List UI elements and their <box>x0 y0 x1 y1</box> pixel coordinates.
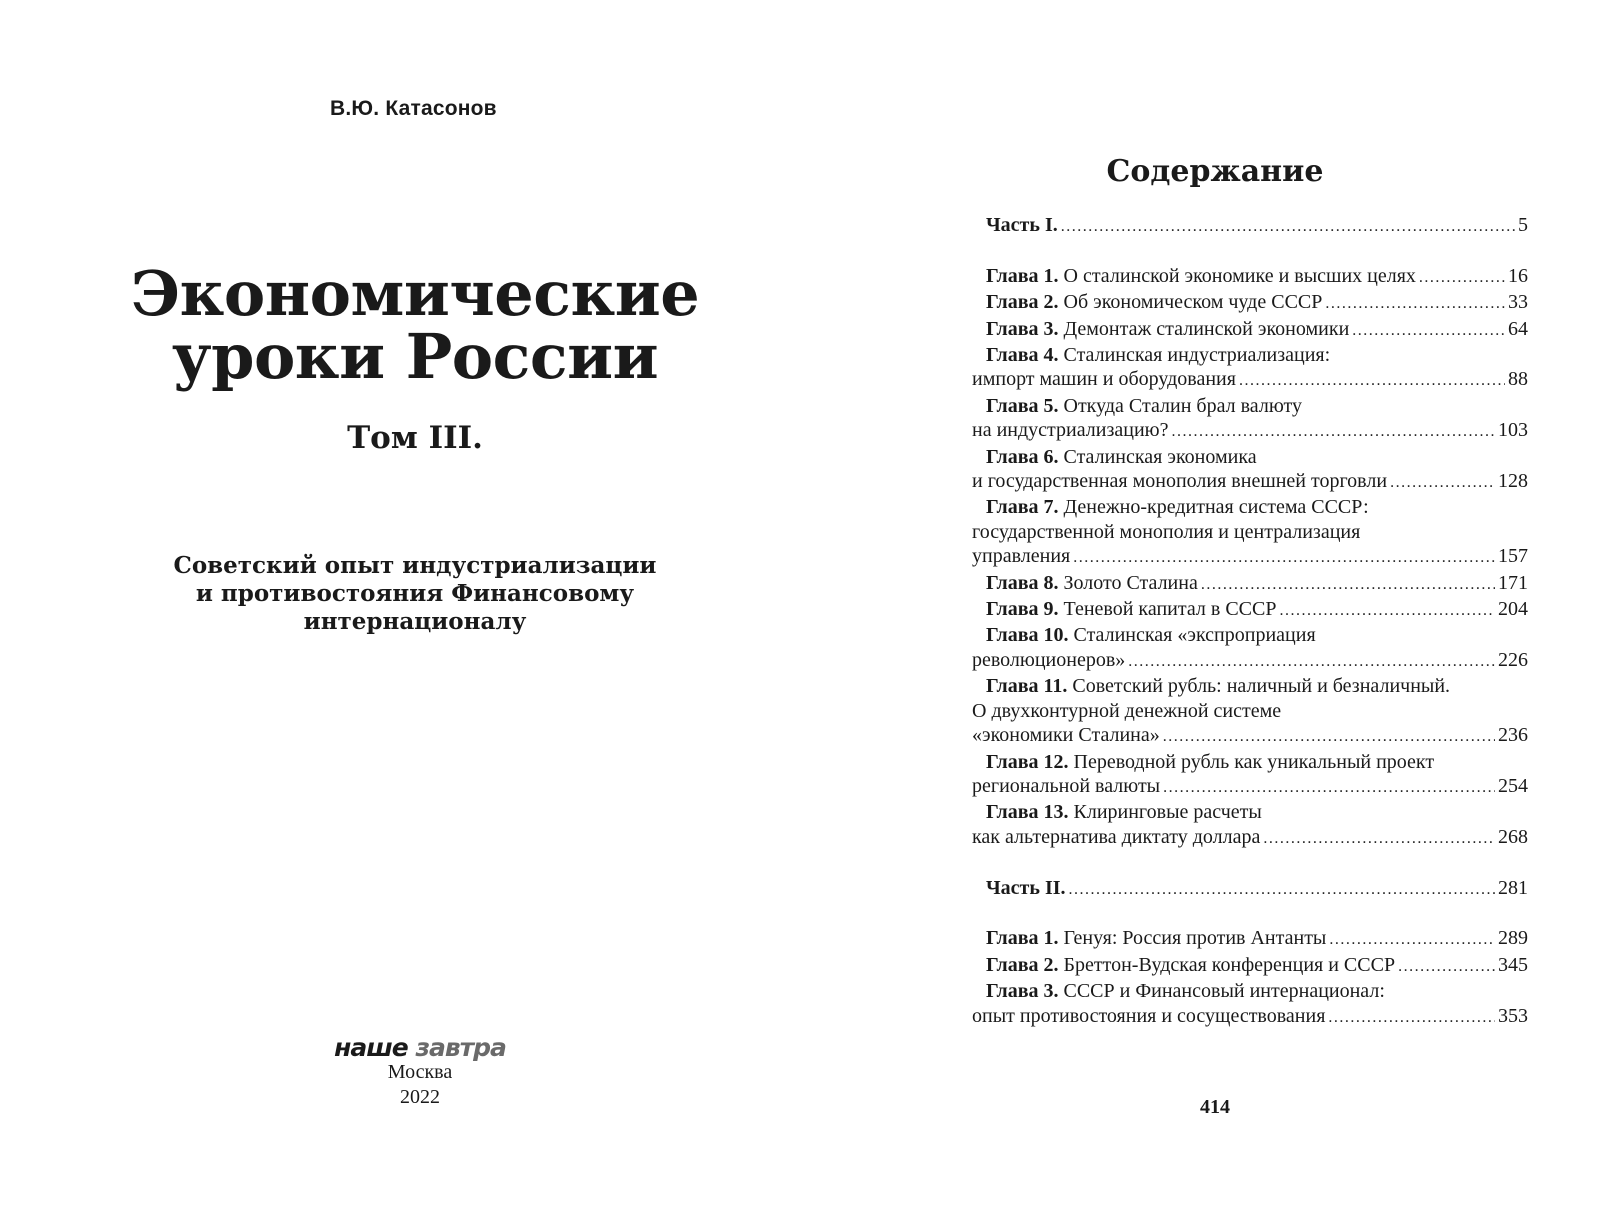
toc-chapter-title-cont: О двухконтурной денежной системе <box>972 699 1282 722</box>
toc-entry <box>972 495 1528 519</box>
toc-leader-dots <box>1073 546 1495 570</box>
author-name: В.Ю. Катасонов <box>330 97 497 120</box>
toc-chapter-title: Демонтаж сталинской экономики <box>1063 317 1350 340</box>
toc-entry <box>972 445 1528 469</box>
toc-part-1 <box>972 213 1528 239</box>
toc-chapter-title: Клиринговые расчеты <box>1073 801 1262 824</box>
toc-page-number: 281 <box>1498 876 1528 899</box>
toc-entry-continued <box>972 544 1528 570</box>
toc-leader-dots <box>1398 955 1495 979</box>
toc-leader-dots <box>1263 827 1495 851</box>
toc-chapter-title-cont: и государственная монополия внешней торговли <box>972 470 1388 493</box>
toc-chapter-title-cont: управления <box>972 545 1071 568</box>
toc-entry <box>972 750 1528 774</box>
toc-chapter-label: Глава 2. <box>986 953 1059 976</box>
toc-page-number: 5 <box>1518 214 1528 236</box>
toc-leader-dots <box>1171 420 1495 444</box>
toc-entry <box>972 571 1528 597</box>
toc-entry-continued <box>972 648 1528 674</box>
toc-leader-dots <box>1163 725 1495 749</box>
toc-leader-dots <box>1325 292 1505 316</box>
toc-chapter-label: Глава 3. <box>986 980 1059 1003</box>
toc-entry <box>972 264 1528 290</box>
toc-page-number: 226 <box>1498 648 1528 671</box>
book-title-line-2: уроки России <box>171 320 659 393</box>
toc-entry <box>972 597 1528 623</box>
page-number: 414 <box>1200 1096 1230 1118</box>
toc-page-number: 204 <box>1498 598 1528 621</box>
publication-city: Москва <box>387 1061 453 1083</box>
toc-leader-dots <box>1201 573 1495 597</box>
toc-page-number: 236 <box>1498 724 1528 747</box>
toc-entry <box>972 674 1528 698</box>
toc-entry <box>972 290 1528 316</box>
toc-chapter-title-cont: «экономики Сталина» <box>972 724 1160 747</box>
toc-chapter-title: Переводной рубль как уникальный проект <box>1073 750 1435 773</box>
toc-chapter-title: Откуда Сталин брал валюту <box>1063 394 1302 417</box>
toc-leader-dots <box>1069 878 1495 902</box>
toc-page-number: 88 <box>1508 368 1528 391</box>
toc-chapter-title-cont: импорт машин и оборудования <box>972 368 1236 391</box>
book-title-line-1: Экономические <box>130 257 700 330</box>
toc-chapter-label: Глава 9. <box>986 598 1059 621</box>
toc-entry-continued <box>972 1004 1528 1030</box>
toc-page-number: 268 <box>1498 825 1528 848</box>
toc-chapter-title: Советский рубль: наличный и безналичный. <box>1072 675 1451 698</box>
subtitle-line-1: Советский опыт индустриализации <box>173 552 657 579</box>
toc-leader-dots <box>1352 319 1505 343</box>
toc-chapter-title: СССР и Финансовый интернационал: <box>1063 980 1385 1003</box>
toc-page-number: 353 <box>1498 1004 1528 1027</box>
toc-chapter-title-cont: революционеров» <box>972 648 1126 671</box>
toc-entry <box>972 953 1528 979</box>
toc-part-label: Часть II. <box>986 876 1066 899</box>
toc-chapter-title: Теневой капитал в СССР <box>1063 598 1277 621</box>
toc-chapter-title: Сталинская индустриализация: <box>1063 344 1331 367</box>
subtitle-line-2: и противостояния Финансовому <box>195 580 635 607</box>
book-subtitle <box>0 552 830 636</box>
toc-entry-continued <box>972 469 1528 495</box>
toc-chapter-title-cont: государственной монополия и централизация <box>972 520 1361 543</box>
toc-entry <box>972 394 1528 418</box>
toc-chapter-label: Глава 4. <box>986 344 1059 367</box>
toc-entry <box>972 800 1528 824</box>
toc-leader-dots <box>1390 471 1495 495</box>
contents-heading: Содержание <box>1106 154 1324 189</box>
toc-chapter-label: Глава 13. <box>986 801 1069 824</box>
toc-chapter-title-cont: как альтернатива диктату доллара <box>972 825 1261 848</box>
toc-chapter-label: Глава 10. <box>986 624 1069 647</box>
toc-chapter-label: Глава 2. <box>986 291 1059 314</box>
toc-leader-dots <box>1239 369 1505 393</box>
publication-year: 2022 <box>400 1086 440 1108</box>
toc-part-2 <box>972 876 1528 902</box>
toc-chapter-title: Сталинская экономика <box>1063 445 1257 468</box>
toc-chapter-title: Сталинская «экспроприация <box>1073 624 1316 647</box>
toc-leader-dots <box>1061 215 1515 239</box>
toc-chapter-label: Глава 7. <box>986 496 1059 519</box>
toc-chapter-title-cont: региональной валюты <box>972 774 1161 797</box>
toc-entry-continued <box>972 699 1528 723</box>
toc-chapter-label: Глава 1. <box>986 264 1059 287</box>
toc-page-number: 103 <box>1498 419 1528 442</box>
toc-page-number: 157 <box>1498 545 1528 568</box>
toc-chapter-title: Генуя: Россия против Антанты <box>1063 927 1327 950</box>
toc-entry <box>972 317 1528 343</box>
toc-entry-continued <box>972 367 1528 393</box>
toc-entry <box>972 926 1528 952</box>
toc-leader-dots <box>1128 650 1495 674</box>
toc-chapter-title: Об экономическом чуде СССР <box>1063 291 1323 314</box>
toc-page-number: 289 <box>1498 927 1528 950</box>
toc-leader-dots <box>1329 928 1495 952</box>
toc-page-number: 33 <box>1508 291 1528 314</box>
volume-label: Том III. <box>347 420 483 456</box>
toc-page-number: 171 <box>1498 571 1528 594</box>
toc-chapter-title-cont: опыт противостояния и сосуществования <box>972 1004 1326 1027</box>
publisher-logo <box>330 1034 510 1062</box>
publisher-logo-part-2: завтра <box>415 1033 506 1062</box>
toc-leader-dots <box>1163 776 1495 800</box>
toc-entry-continued <box>972 825 1528 851</box>
toc-chapter-label: Глава 5. <box>986 394 1059 417</box>
toc-entry <box>972 623 1528 647</box>
toc-entry <box>972 343 1528 367</box>
book-title <box>0 257 830 393</box>
toc-chapter-label: Глава 8. <box>986 571 1059 594</box>
toc-part-label: Часть I. <box>986 214 1058 236</box>
toc-leader-dots <box>1279 599 1495 623</box>
toc-chapter-label: Глава 12. <box>986 750 1069 773</box>
toc-entry-continued <box>972 774 1528 800</box>
toc-chapter-label: Глава 11. <box>986 675 1068 698</box>
toc-chapter-label: Глава 3. <box>986 317 1059 340</box>
toc-page-number: 128 <box>1498 470 1528 493</box>
toc-page-number: 64 <box>1508 317 1528 340</box>
subtitle-line-3: интернационалу <box>303 608 527 635</box>
toc-chapter-title: О сталинской экономике и высших целях <box>1063 264 1416 287</box>
toc-chapter-title: Бреттон-Вудская конференция и СССР <box>1063 953 1396 976</box>
table-of-contents <box>972 213 1528 1030</box>
toc-chapter-title: Денежно-кредитная система СССР: <box>1063 496 1369 519</box>
toc-chapter-label: Глава 1. <box>986 927 1059 950</box>
toc-leader-dots <box>1419 266 1505 290</box>
toc-entry-continued <box>972 418 1528 444</box>
toc-page-number: 254 <box>1498 774 1528 797</box>
toc-chapter-label: Глава 6. <box>986 445 1059 468</box>
toc-entry-continued <box>972 723 1528 749</box>
toc-leader-dots <box>1328 1006 1495 1030</box>
toc-chapter-title: Золото Сталина <box>1063 571 1198 594</box>
toc-chapter-title-cont: на индустриализацию? <box>972 419 1169 442</box>
toc-entry-continued <box>972 520 1528 544</box>
publisher-logo-part-1: наше <box>334 1033 408 1062</box>
toc-page-number: 345 <box>1498 953 1528 976</box>
contents-page <box>810 0 1620 1226</box>
toc-entry <box>972 979 1528 1003</box>
toc-page-number: 16 <box>1508 264 1528 287</box>
